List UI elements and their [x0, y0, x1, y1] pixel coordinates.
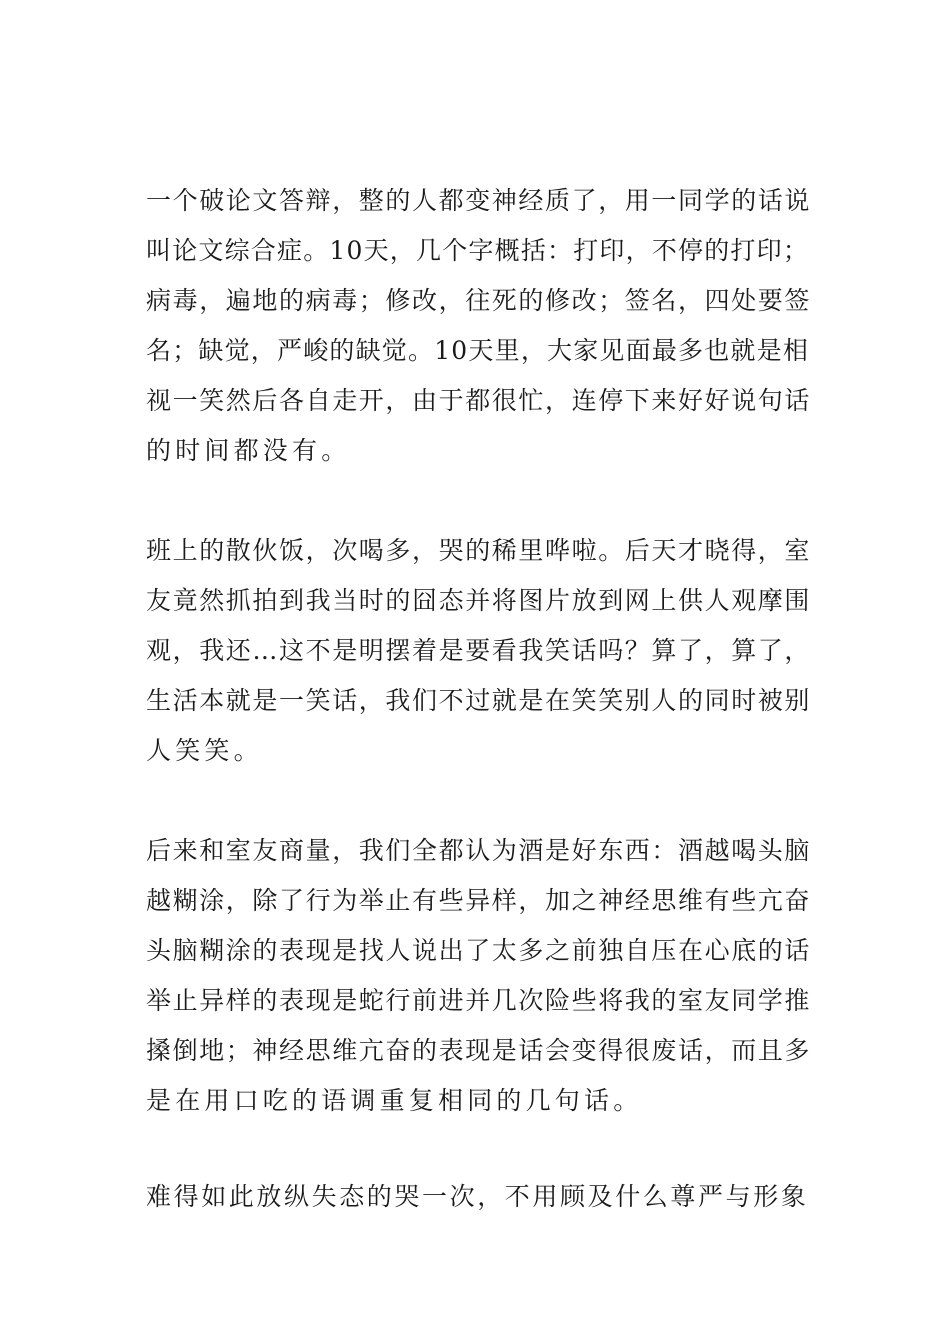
text-line: 越糊涂，除了行为举止有些异样，加之神经思维有些亢奋	[146, 886, 812, 915]
text-line: 班上的散伙饭，次喝多，哭的稀里哗啦。后天才晓得，室	[146, 536, 812, 565]
text-line: 的时间都没有。	[146, 436, 351, 465]
text-line: 头脑糊涂的表现是找人说出了太多之前独自压在心底的话	[146, 936, 812, 965]
text-line: 视一笑然后各自走开，由于都很忙，连停下来好好说句话	[146, 386, 812, 415]
paragraph-rare-cry	[146, 1172, 811, 1222]
text-line: 名；缺觉，严峻的缺觉。10天里，大家见面最多也就是相	[146, 336, 810, 365]
text-line: 是在用口吃的语调重复相同的几句话。	[146, 1086, 643, 1115]
text-line: 一个破论文答辩，整的人都变神经质了，用一同学的话说	[146, 186, 812, 215]
text-line: 观，我还…这不是明摆着是要看我笑话吗？算了，算了，	[146, 636, 812, 665]
text-line: 搡倒地；神经思维亢奋的表现是话会变得很废话，而且多	[146, 1036, 812, 1065]
text-line: 病毒，遍地的病毒；修改，往死的修改；签名，四处要签	[146, 286, 812, 315]
paragraph-alcohol-discussion	[146, 826, 811, 1126]
text-line: 难得如此放纵失态的哭一次，不用顾及什么尊严与形象	[146, 1182, 809, 1211]
paragraph-thesis-defense	[146, 176, 811, 476]
text-line: 后来和室友商量，我们全都认为酒是好东西：酒越喝头脑	[146, 836, 812, 865]
text-line: 生活本就是一笑话，我们不过就是在笑笑别人的同时被别	[146, 686, 812, 715]
text-line: 友竟然抓拍到我当时的囧态并将图片放到网上供人观摩围	[146, 586, 812, 615]
paragraph-farewell-dinner	[146, 526, 811, 776]
text-line: 人笑笑。	[146, 736, 263, 765]
text-line: 举止异样的表现是蛇行前进并几次险些将我的室友同学推	[146, 986, 812, 1015]
text-line: 叫论文综合症。10天，几个字概括：打印，不停的打印；	[146, 236, 810, 265]
